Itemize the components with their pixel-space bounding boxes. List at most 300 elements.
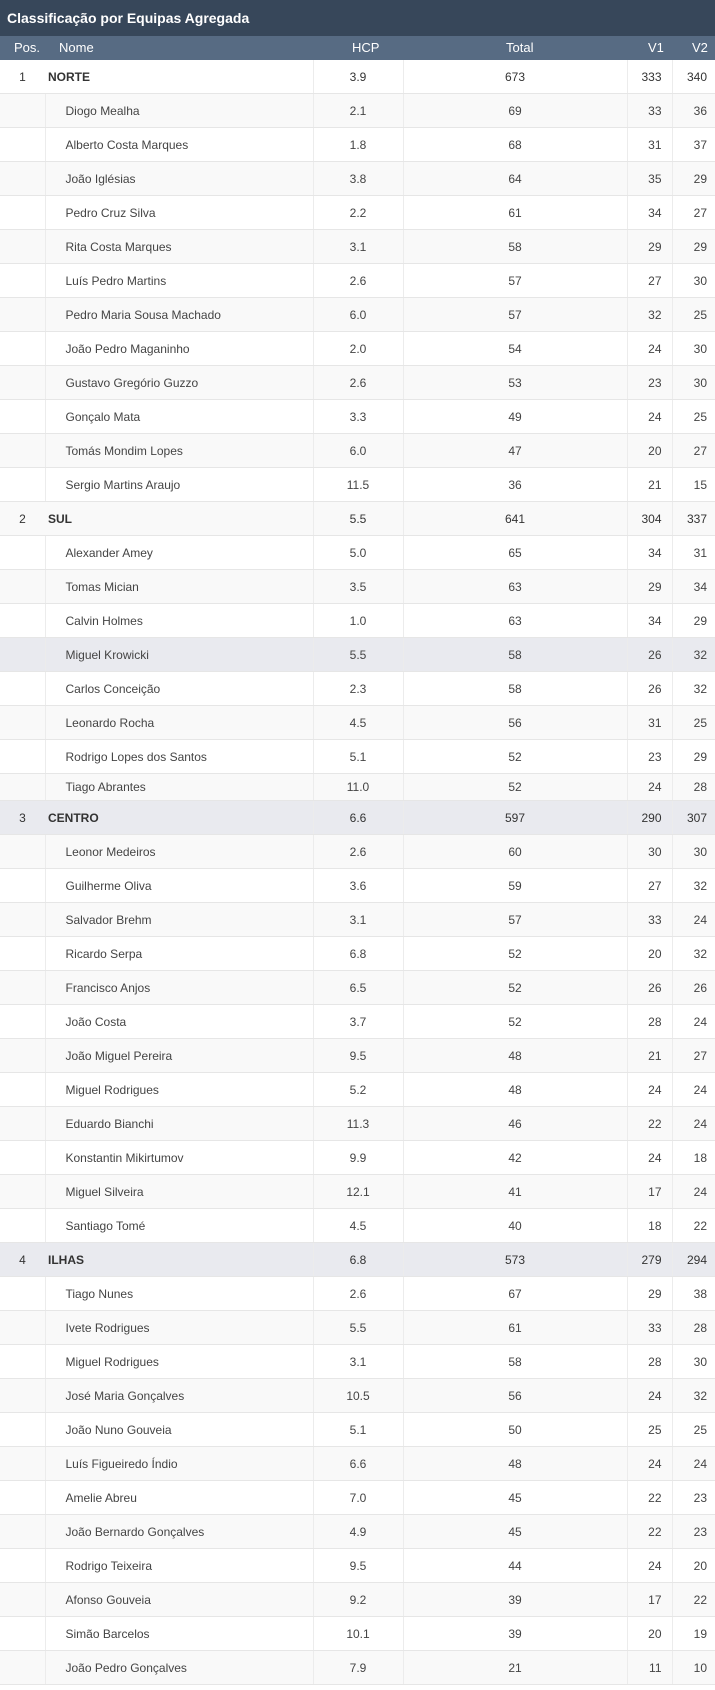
v1-cell: 29 xyxy=(627,570,672,604)
v1-cell: 333 xyxy=(627,60,672,94)
hcp-cell: 2.6 xyxy=(313,366,403,400)
v2-cell: 22 xyxy=(672,1583,715,1617)
team-row[interactable] xyxy=(0,502,715,536)
hcp-cell: 12.1 xyxy=(313,1175,403,1209)
position-cell xyxy=(0,638,45,672)
player-row[interactable] xyxy=(0,740,715,774)
v2-cell: 32 xyxy=(672,869,715,903)
v2-cell: 340 xyxy=(672,60,715,94)
name-cell: Santiago Tomé xyxy=(45,1209,313,1243)
v2-cell: 294 xyxy=(672,1243,715,1277)
hcp-cell: 1.8 xyxy=(313,128,403,162)
name-cell: Miguel Rodrigues xyxy=(45,1073,313,1107)
player-row[interactable] xyxy=(0,774,715,801)
v2-cell: 30 xyxy=(672,1345,715,1379)
name-cell: Carlos Conceição xyxy=(45,672,313,706)
player-row[interactable] xyxy=(0,536,715,570)
v1-cell: 23 xyxy=(627,366,672,400)
name-cell: CENTRO xyxy=(45,801,313,835)
name-cell: Guilherme Oliva xyxy=(45,869,313,903)
player-row[interactable] xyxy=(0,1617,715,1651)
v1-cell: 24 xyxy=(627,1379,672,1413)
total-cell: 60 xyxy=(403,835,627,869)
hcp-cell: 2.6 xyxy=(313,835,403,869)
hcp-cell: 11.0 xyxy=(313,774,403,801)
v2-cell: 27 xyxy=(672,1039,715,1073)
hcp-cell: 6.0 xyxy=(313,298,403,332)
v2-cell: 29 xyxy=(672,162,715,196)
team-row[interactable] xyxy=(0,801,715,835)
v1-cell: 32 xyxy=(627,298,672,332)
position-cell xyxy=(0,332,45,366)
name-cell: João Nuno Gouveia xyxy=(45,1413,313,1447)
player-row[interactable] xyxy=(0,971,715,1005)
player-row[interactable] xyxy=(0,264,715,298)
player-row[interactable] xyxy=(0,903,715,937)
page-title: Classificação por Equipas Agregada xyxy=(0,0,715,36)
player-row[interactable] xyxy=(0,604,715,638)
header-total[interactable]: Total xyxy=(506,40,534,55)
player-row[interactable] xyxy=(0,1277,715,1311)
header-v2[interactable]: V2 xyxy=(692,40,708,55)
player-row[interactable] xyxy=(0,1651,715,1685)
position-cell xyxy=(0,434,45,468)
position-cell xyxy=(0,1073,45,1107)
v1-cell: 27 xyxy=(627,869,672,903)
name-cell: Ivete Rodrigues xyxy=(45,1311,313,1345)
hcp-cell: 3.9 xyxy=(313,60,403,94)
v1-cell: 24 xyxy=(627,774,672,801)
v2-cell: 26 xyxy=(672,971,715,1005)
player-row[interactable] xyxy=(0,1107,715,1141)
name-cell: José Maria Gonçalves xyxy=(45,1379,313,1413)
v2-cell: 24 xyxy=(672,1175,715,1209)
player-row[interactable] xyxy=(0,196,715,230)
v2-cell: 27 xyxy=(672,196,715,230)
v2-cell: 25 xyxy=(672,1413,715,1447)
v2-cell: 337 xyxy=(672,502,715,536)
hcp-cell: 6.8 xyxy=(313,1243,403,1277)
v2-cell: 29 xyxy=(672,604,715,638)
player-row[interactable] xyxy=(0,298,715,332)
hcp-cell: 9.5 xyxy=(313,1039,403,1073)
player-row[interactable] xyxy=(0,1345,715,1379)
name-cell: Francisco Anjos xyxy=(45,971,313,1005)
v1-cell: 23 xyxy=(627,740,672,774)
player-row[interactable] xyxy=(0,638,715,672)
player-row[interactable] xyxy=(0,230,715,264)
position-cell xyxy=(0,971,45,1005)
hcp-cell: 4.5 xyxy=(313,706,403,740)
v1-cell: 24 xyxy=(627,1549,672,1583)
position-cell xyxy=(0,1107,45,1141)
position-cell xyxy=(0,468,45,502)
v2-cell: 31 xyxy=(672,536,715,570)
position-cell xyxy=(0,835,45,869)
player-row[interactable] xyxy=(0,1175,715,1209)
total-cell: 40 xyxy=(403,1209,627,1243)
total-cell: 48 xyxy=(403,1447,627,1481)
v1-cell: 24 xyxy=(627,400,672,434)
hcp-cell: 9.5 xyxy=(313,1549,403,1583)
v2-cell: 18 xyxy=(672,1141,715,1175)
v1-cell: 26 xyxy=(627,672,672,706)
total-cell: 39 xyxy=(403,1617,627,1651)
v2-cell: 32 xyxy=(672,937,715,971)
position-cell xyxy=(0,400,45,434)
v2-cell: 24 xyxy=(672,1447,715,1481)
total-cell: 65 xyxy=(403,536,627,570)
v2-cell: 19 xyxy=(672,1617,715,1651)
table-header xyxy=(0,36,715,60)
player-row[interactable] xyxy=(0,570,715,604)
name-cell: Gustavo Gregório Guzzo xyxy=(45,366,313,400)
player-row[interactable] xyxy=(0,1141,715,1175)
position-cell xyxy=(0,903,45,937)
name-cell: Simão Barcelos xyxy=(45,1617,313,1651)
name-cell: Tiago Nunes xyxy=(45,1277,313,1311)
hcp-cell: 6.6 xyxy=(313,801,403,835)
hcp-cell: 3.5 xyxy=(313,570,403,604)
v1-cell: 26 xyxy=(627,638,672,672)
player-row[interactable] xyxy=(0,1209,715,1243)
hcp-cell: 6.6 xyxy=(313,1447,403,1481)
position-cell xyxy=(0,162,45,196)
v1-cell: 18 xyxy=(627,1209,672,1243)
v1-cell: 20 xyxy=(627,434,672,468)
hcp-cell: 9.9 xyxy=(313,1141,403,1175)
player-row[interactable] xyxy=(0,1311,715,1345)
total-cell: 673 xyxy=(403,60,627,94)
total-cell: 61 xyxy=(403,1311,627,1345)
total-cell: 45 xyxy=(403,1481,627,1515)
header-name[interactable]: Nome xyxy=(59,40,94,55)
position-cell xyxy=(0,1413,45,1447)
player-row[interactable] xyxy=(0,1481,715,1515)
total-cell: 58 xyxy=(403,230,627,264)
player-row[interactable] xyxy=(0,706,715,740)
total-cell: 64 xyxy=(403,162,627,196)
name-cell: Alberto Costa Marques xyxy=(45,128,313,162)
v2-cell: 37 xyxy=(672,128,715,162)
v1-cell: 30 xyxy=(627,835,672,869)
hcp-cell: 3.7 xyxy=(313,1005,403,1039)
v1-cell: 35 xyxy=(627,162,672,196)
name-cell: NORTE xyxy=(45,60,313,94)
position-cell xyxy=(0,774,45,801)
position-cell xyxy=(0,536,45,570)
position-cell xyxy=(0,869,45,903)
total-cell: 597 xyxy=(403,801,627,835)
v2-cell: 25 xyxy=(672,298,715,332)
total-cell: 69 xyxy=(403,94,627,128)
v1-cell: 24 xyxy=(627,1447,672,1481)
total-cell: 52 xyxy=(403,971,627,1005)
player-row[interactable] xyxy=(0,1549,715,1583)
player-row[interactable] xyxy=(0,366,715,400)
name-cell: SUL xyxy=(45,502,313,536)
hcp-cell: 5.0 xyxy=(313,536,403,570)
v1-cell: 21 xyxy=(627,1039,672,1073)
v2-cell: 25 xyxy=(672,400,715,434)
total-cell: 61 xyxy=(403,196,627,230)
total-cell: 58 xyxy=(403,672,627,706)
name-cell: Miguel Krowicki xyxy=(45,638,313,672)
name-cell: Gonçalo Mata xyxy=(45,400,313,434)
total-cell: 52 xyxy=(403,1005,627,1039)
player-row[interactable] xyxy=(0,128,715,162)
total-cell: 48 xyxy=(403,1039,627,1073)
hcp-cell: 5.5 xyxy=(313,1311,403,1345)
v1-cell: 28 xyxy=(627,1345,672,1379)
v2-cell: 20 xyxy=(672,1549,715,1583)
position-cell xyxy=(0,1005,45,1039)
total-cell: 57 xyxy=(403,298,627,332)
position-cell xyxy=(0,1515,45,1549)
v1-cell: 28 xyxy=(627,1005,672,1039)
total-cell: 59 xyxy=(403,869,627,903)
player-row[interactable] xyxy=(0,434,715,468)
name-cell: Leonardo Rocha xyxy=(45,706,313,740)
position-cell: 3 xyxy=(0,801,45,835)
v2-cell: 23 xyxy=(672,1481,715,1515)
name-cell: João Costa xyxy=(45,1005,313,1039)
v1-cell: 31 xyxy=(627,706,672,740)
v1-cell: 25 xyxy=(627,1413,672,1447)
player-row[interactable] xyxy=(0,332,715,366)
team-row[interactable] xyxy=(0,60,715,94)
name-cell: Tomás Mondim Lopes xyxy=(45,434,313,468)
hcp-cell: 5.1 xyxy=(313,740,403,774)
v2-cell: 29 xyxy=(672,740,715,774)
player-row[interactable] xyxy=(0,1583,715,1617)
total-cell: 41 xyxy=(403,1175,627,1209)
v1-cell: 34 xyxy=(627,536,672,570)
position-cell xyxy=(0,94,45,128)
name-cell: João Iglésias xyxy=(45,162,313,196)
name-cell: ILHAS xyxy=(45,1243,313,1277)
v1-cell: 24 xyxy=(627,1141,672,1175)
name-cell: Luís Figueiredo Índio xyxy=(45,1447,313,1481)
position-cell xyxy=(0,1447,45,1481)
position-cell xyxy=(0,1039,45,1073)
total-cell: 52 xyxy=(403,937,627,971)
position-cell xyxy=(0,1651,45,1685)
v1-cell: 33 xyxy=(627,1311,672,1345)
v1-cell: 17 xyxy=(627,1175,672,1209)
position-cell xyxy=(0,230,45,264)
player-row[interactable] xyxy=(0,937,715,971)
v1-cell: 20 xyxy=(627,937,672,971)
player-row[interactable] xyxy=(0,400,715,434)
total-cell: 36 xyxy=(403,468,627,502)
position-cell xyxy=(0,366,45,400)
hcp-cell: 11.3 xyxy=(313,1107,403,1141)
player-row[interactable] xyxy=(0,869,715,903)
total-cell: 52 xyxy=(403,740,627,774)
position-cell xyxy=(0,264,45,298)
player-row[interactable] xyxy=(0,1039,715,1073)
v2-cell: 10 xyxy=(672,1651,715,1685)
header-pos[interactable]: Pos. xyxy=(14,40,41,55)
standings-body xyxy=(0,60,715,1685)
name-cell: Pedro Maria Sousa Machado xyxy=(45,298,313,332)
v2-cell: 30 xyxy=(672,835,715,869)
v1-cell: 304 xyxy=(627,502,672,536)
position-cell xyxy=(0,1209,45,1243)
name-cell: Miguel Silveira xyxy=(45,1175,313,1209)
name-cell: Konstantin Mikirtumov xyxy=(45,1141,313,1175)
total-cell: 573 xyxy=(403,1243,627,1277)
total-cell: 58 xyxy=(403,638,627,672)
position-cell xyxy=(0,1141,45,1175)
player-row[interactable] xyxy=(0,835,715,869)
v1-cell: 34 xyxy=(627,196,672,230)
v2-cell: 30 xyxy=(672,366,715,400)
total-cell: 53 xyxy=(403,366,627,400)
position-cell: 2 xyxy=(0,502,45,536)
position-cell xyxy=(0,298,45,332)
hcp-cell: 5.5 xyxy=(313,502,403,536)
player-row[interactable] xyxy=(0,672,715,706)
v1-cell: 11 xyxy=(627,1651,672,1685)
v1-cell: 33 xyxy=(627,94,672,128)
v1-cell: 27 xyxy=(627,264,672,298)
position-cell xyxy=(0,1379,45,1413)
v1-cell: 22 xyxy=(627,1107,672,1141)
v1-cell: 33 xyxy=(627,903,672,937)
total-cell: 68 xyxy=(403,128,627,162)
name-cell: João Pedro Gonçalves xyxy=(45,1651,313,1685)
v2-cell: 24 xyxy=(672,1107,715,1141)
v2-cell: 29 xyxy=(672,230,715,264)
header-hcp[interactable]: HCP xyxy=(352,40,380,55)
name-cell: Alexander Amey xyxy=(45,536,313,570)
hcp-cell: 2.1 xyxy=(313,94,403,128)
total-cell: 48 xyxy=(403,1073,627,1107)
name-cell: Afonso Gouveia xyxy=(45,1583,313,1617)
name-cell: Ricardo Serpa xyxy=(45,937,313,971)
total-cell: 46 xyxy=(403,1107,627,1141)
position-cell xyxy=(0,706,45,740)
hcp-cell: 3.1 xyxy=(313,230,403,264)
v2-cell: 34 xyxy=(672,570,715,604)
v2-cell: 15 xyxy=(672,468,715,502)
hcp-cell: 5.1 xyxy=(313,1413,403,1447)
name-cell: Rita Costa Marques xyxy=(45,230,313,264)
total-cell: 45 xyxy=(403,1515,627,1549)
name-cell: João Miguel Pereira xyxy=(45,1039,313,1073)
v2-cell: 36 xyxy=(672,94,715,128)
name-cell: Eduardo Bianchi xyxy=(45,1107,313,1141)
position-cell xyxy=(0,1549,45,1583)
position-cell xyxy=(0,196,45,230)
hcp-cell: 3.1 xyxy=(313,1345,403,1379)
position-cell xyxy=(0,1481,45,1515)
name-cell: Rodrigo Teixeira xyxy=(45,1549,313,1583)
position-cell xyxy=(0,1311,45,1345)
total-cell: 67 xyxy=(403,1277,627,1311)
v1-cell: 22 xyxy=(627,1481,672,1515)
standings-table xyxy=(0,60,715,1685)
v1-cell: 29 xyxy=(627,230,672,264)
hcp-cell: 11.5 xyxy=(313,468,403,502)
hcp-cell: 2.3 xyxy=(313,672,403,706)
total-cell: 54 xyxy=(403,332,627,366)
hcp-cell: 2.6 xyxy=(313,1277,403,1311)
hcp-cell: 7.0 xyxy=(313,1481,403,1515)
v2-cell: 27 xyxy=(672,434,715,468)
v1-cell: 22 xyxy=(627,1515,672,1549)
player-row[interactable] xyxy=(0,468,715,502)
player-row[interactable] xyxy=(0,1073,715,1107)
name-cell: Salvador Brehm xyxy=(45,903,313,937)
v1-cell: 29 xyxy=(627,1277,672,1311)
name-cell: Leonor Medeiros xyxy=(45,835,313,869)
total-cell: 57 xyxy=(403,903,627,937)
v1-cell: 34 xyxy=(627,604,672,638)
name-cell: Rodrigo Lopes dos Santos xyxy=(45,740,313,774)
name-cell: Luís Pedro Martins xyxy=(45,264,313,298)
hcp-cell: 3.1 xyxy=(313,903,403,937)
v2-cell: 32 xyxy=(672,638,715,672)
name-cell: Tomas Mician xyxy=(45,570,313,604)
player-row[interactable] xyxy=(0,162,715,196)
player-row[interactable] xyxy=(0,1515,715,1549)
hcp-cell: 6.5 xyxy=(313,971,403,1005)
position-cell xyxy=(0,740,45,774)
v1-cell: 31 xyxy=(627,128,672,162)
position-cell xyxy=(0,1175,45,1209)
position-cell xyxy=(0,604,45,638)
v2-cell: 38 xyxy=(672,1277,715,1311)
position-cell xyxy=(0,570,45,604)
v2-cell: 28 xyxy=(672,774,715,801)
total-cell: 63 xyxy=(403,570,627,604)
player-row[interactable] xyxy=(0,1005,715,1039)
v1-cell: 26 xyxy=(627,971,672,1005)
v2-cell: 32 xyxy=(672,672,715,706)
header-v1[interactable]: V1 xyxy=(648,40,664,55)
total-cell: 56 xyxy=(403,706,627,740)
player-row[interactable] xyxy=(0,94,715,128)
hcp-cell: 3.6 xyxy=(313,869,403,903)
v2-cell: 28 xyxy=(672,1311,715,1345)
hcp-cell: 5.2 xyxy=(313,1073,403,1107)
name-cell: Calvin Holmes xyxy=(45,604,313,638)
total-cell: 39 xyxy=(403,1583,627,1617)
v1-cell: 20 xyxy=(627,1617,672,1651)
hcp-cell: 5.5 xyxy=(313,638,403,672)
v2-cell: 24 xyxy=(672,1073,715,1107)
player-row[interactable] xyxy=(0,1447,715,1481)
player-row[interactable] xyxy=(0,1379,715,1413)
hcp-cell: 6.8 xyxy=(313,937,403,971)
hcp-cell: 10.5 xyxy=(313,1379,403,1413)
total-cell: 42 xyxy=(403,1141,627,1175)
name-cell: Miguel Rodrigues xyxy=(45,1345,313,1379)
position-cell xyxy=(0,1583,45,1617)
total-cell: 52 xyxy=(403,774,627,801)
team-row[interactable] xyxy=(0,1243,715,1277)
total-cell: 57 xyxy=(403,264,627,298)
total-cell: 641 xyxy=(403,502,627,536)
name-cell: Amelie Abreu xyxy=(45,1481,313,1515)
total-cell: 21 xyxy=(403,1651,627,1685)
v2-cell: 25 xyxy=(672,706,715,740)
name-cell: Diogo Mealha xyxy=(45,94,313,128)
player-row[interactable] xyxy=(0,1413,715,1447)
